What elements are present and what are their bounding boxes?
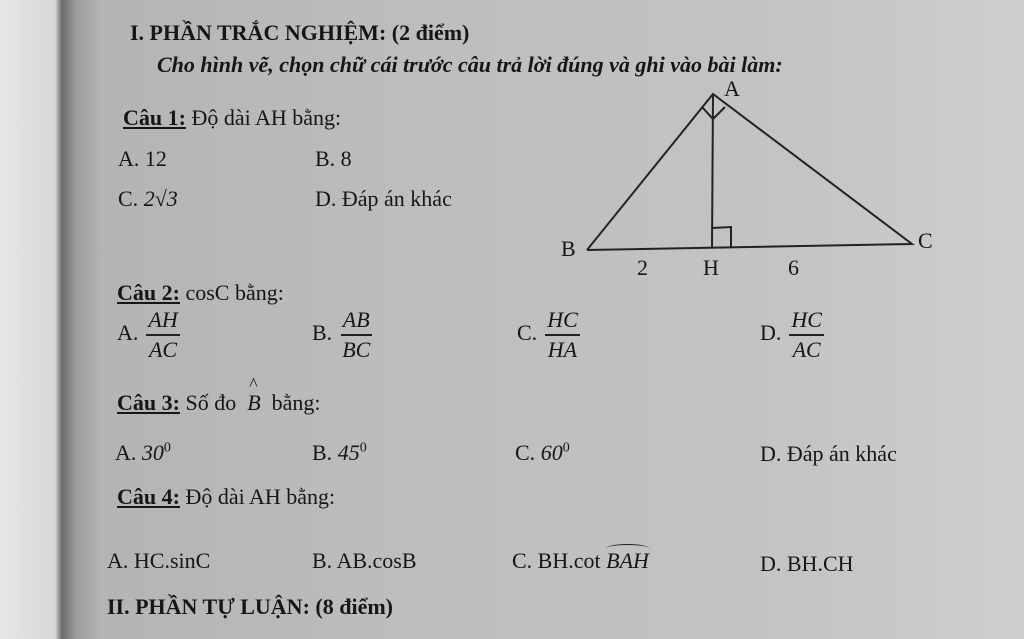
q4-c-prefix: C. BH.cot (512, 548, 601, 573)
option-value: 60 (540, 440, 563, 465)
fraction (789, 306, 824, 364)
q3-option-c (515, 440, 570, 466)
length-bh: 2 (637, 255, 648, 280)
vertex-h: H (703, 255, 719, 280)
option-value: 30 (141, 440, 164, 465)
part2-title: II. PHẦN TỰ LUẬN: (8 điểm) (107, 594, 393, 619)
angle-bah: BAH (606, 548, 649, 573)
vertex-c: C (918, 228, 933, 253)
q2-label: Câu 2: (117, 280, 180, 305)
degree-sup: 0 (163, 440, 171, 456)
length-hc: 6 (788, 255, 799, 280)
q3-option-d: D. Đáp án khác (760, 441, 897, 466)
q1-option-a: A. 12 (118, 146, 167, 171)
numerator: HC (789, 306, 824, 336)
degree-sup: 0 (359, 440, 367, 456)
question-2 (117, 280, 284, 306)
q1-option-b: B. 8 (315, 146, 352, 171)
fraction (146, 306, 179, 364)
q4-text: Độ dài AH bằng: (185, 484, 336, 509)
numerator: AH (146, 306, 179, 336)
q1-option-c (118, 186, 178, 212)
q1-c-prefix: C. (118, 186, 139, 211)
q2-option-d (760, 306, 824, 364)
q3-text-before: Số đo (185, 390, 237, 415)
vertex-b: B (561, 236, 576, 261)
denominator: BC (342, 337, 371, 362)
degree-sup: 0 (562, 440, 570, 456)
option-letter: D. (760, 320, 782, 346)
option-letter: B. (312, 320, 333, 346)
q4-label: Câu 4: (117, 484, 180, 509)
option-letter: C. (517, 320, 538, 346)
triangle-abc (587, 94, 912, 250)
vertex-a: A (724, 76, 740, 101)
q2-option-b (312, 306, 372, 364)
part1-title-text: I. PHẦN TRẮC NGHIỆM: (2 điểm) (130, 20, 470, 45)
question-4 (117, 484, 335, 510)
option-letter: A. (115, 440, 137, 465)
option-letter: B. (312, 440, 333, 465)
q4-option-c (512, 548, 649, 574)
q3-label: Câu 3: (117, 390, 180, 415)
q4-option-d: D. BH.CH (760, 551, 854, 576)
right-angle-h (712, 227, 731, 247)
q4-option-b: B. AB.cosB (312, 548, 417, 573)
fraction (545, 306, 580, 364)
option-letter: C. (515, 440, 536, 465)
denominator: AC (148, 337, 178, 362)
q3-option-a (115, 440, 171, 466)
q3-option-b (312, 440, 367, 466)
fraction (340, 306, 372, 364)
q3-text-after: bằng: (271, 390, 321, 415)
question-3 (117, 390, 321, 416)
q1-c-value: 2√3 (143, 186, 178, 211)
q4-option-a: A. HC.sinC (107, 548, 211, 573)
numerator: AB (341, 306, 372, 336)
question-1 (123, 105, 341, 131)
option-value: 45 (337, 440, 360, 465)
q1-text: Độ dài AH bằng: (191, 105, 342, 130)
denominator: HA (547, 337, 578, 362)
instruction: Cho hình vẽ, chọn chữ cái trước câu trả lời đúng và ghi vào bài làm: (157, 52, 783, 77)
q2-option-c (517, 306, 580, 364)
denominator: AC (792, 337, 821, 362)
option-letter: A. (117, 320, 139, 346)
q1-label: Câu 1: (123, 105, 186, 130)
q1-option-d: D. Đáp án khác (315, 186, 452, 211)
q2-option-a (117, 306, 180, 364)
q2-text: cosC bằng: (185, 280, 284, 305)
angle-b: ^ B (247, 390, 260, 416)
numerator: HC (545, 306, 580, 336)
